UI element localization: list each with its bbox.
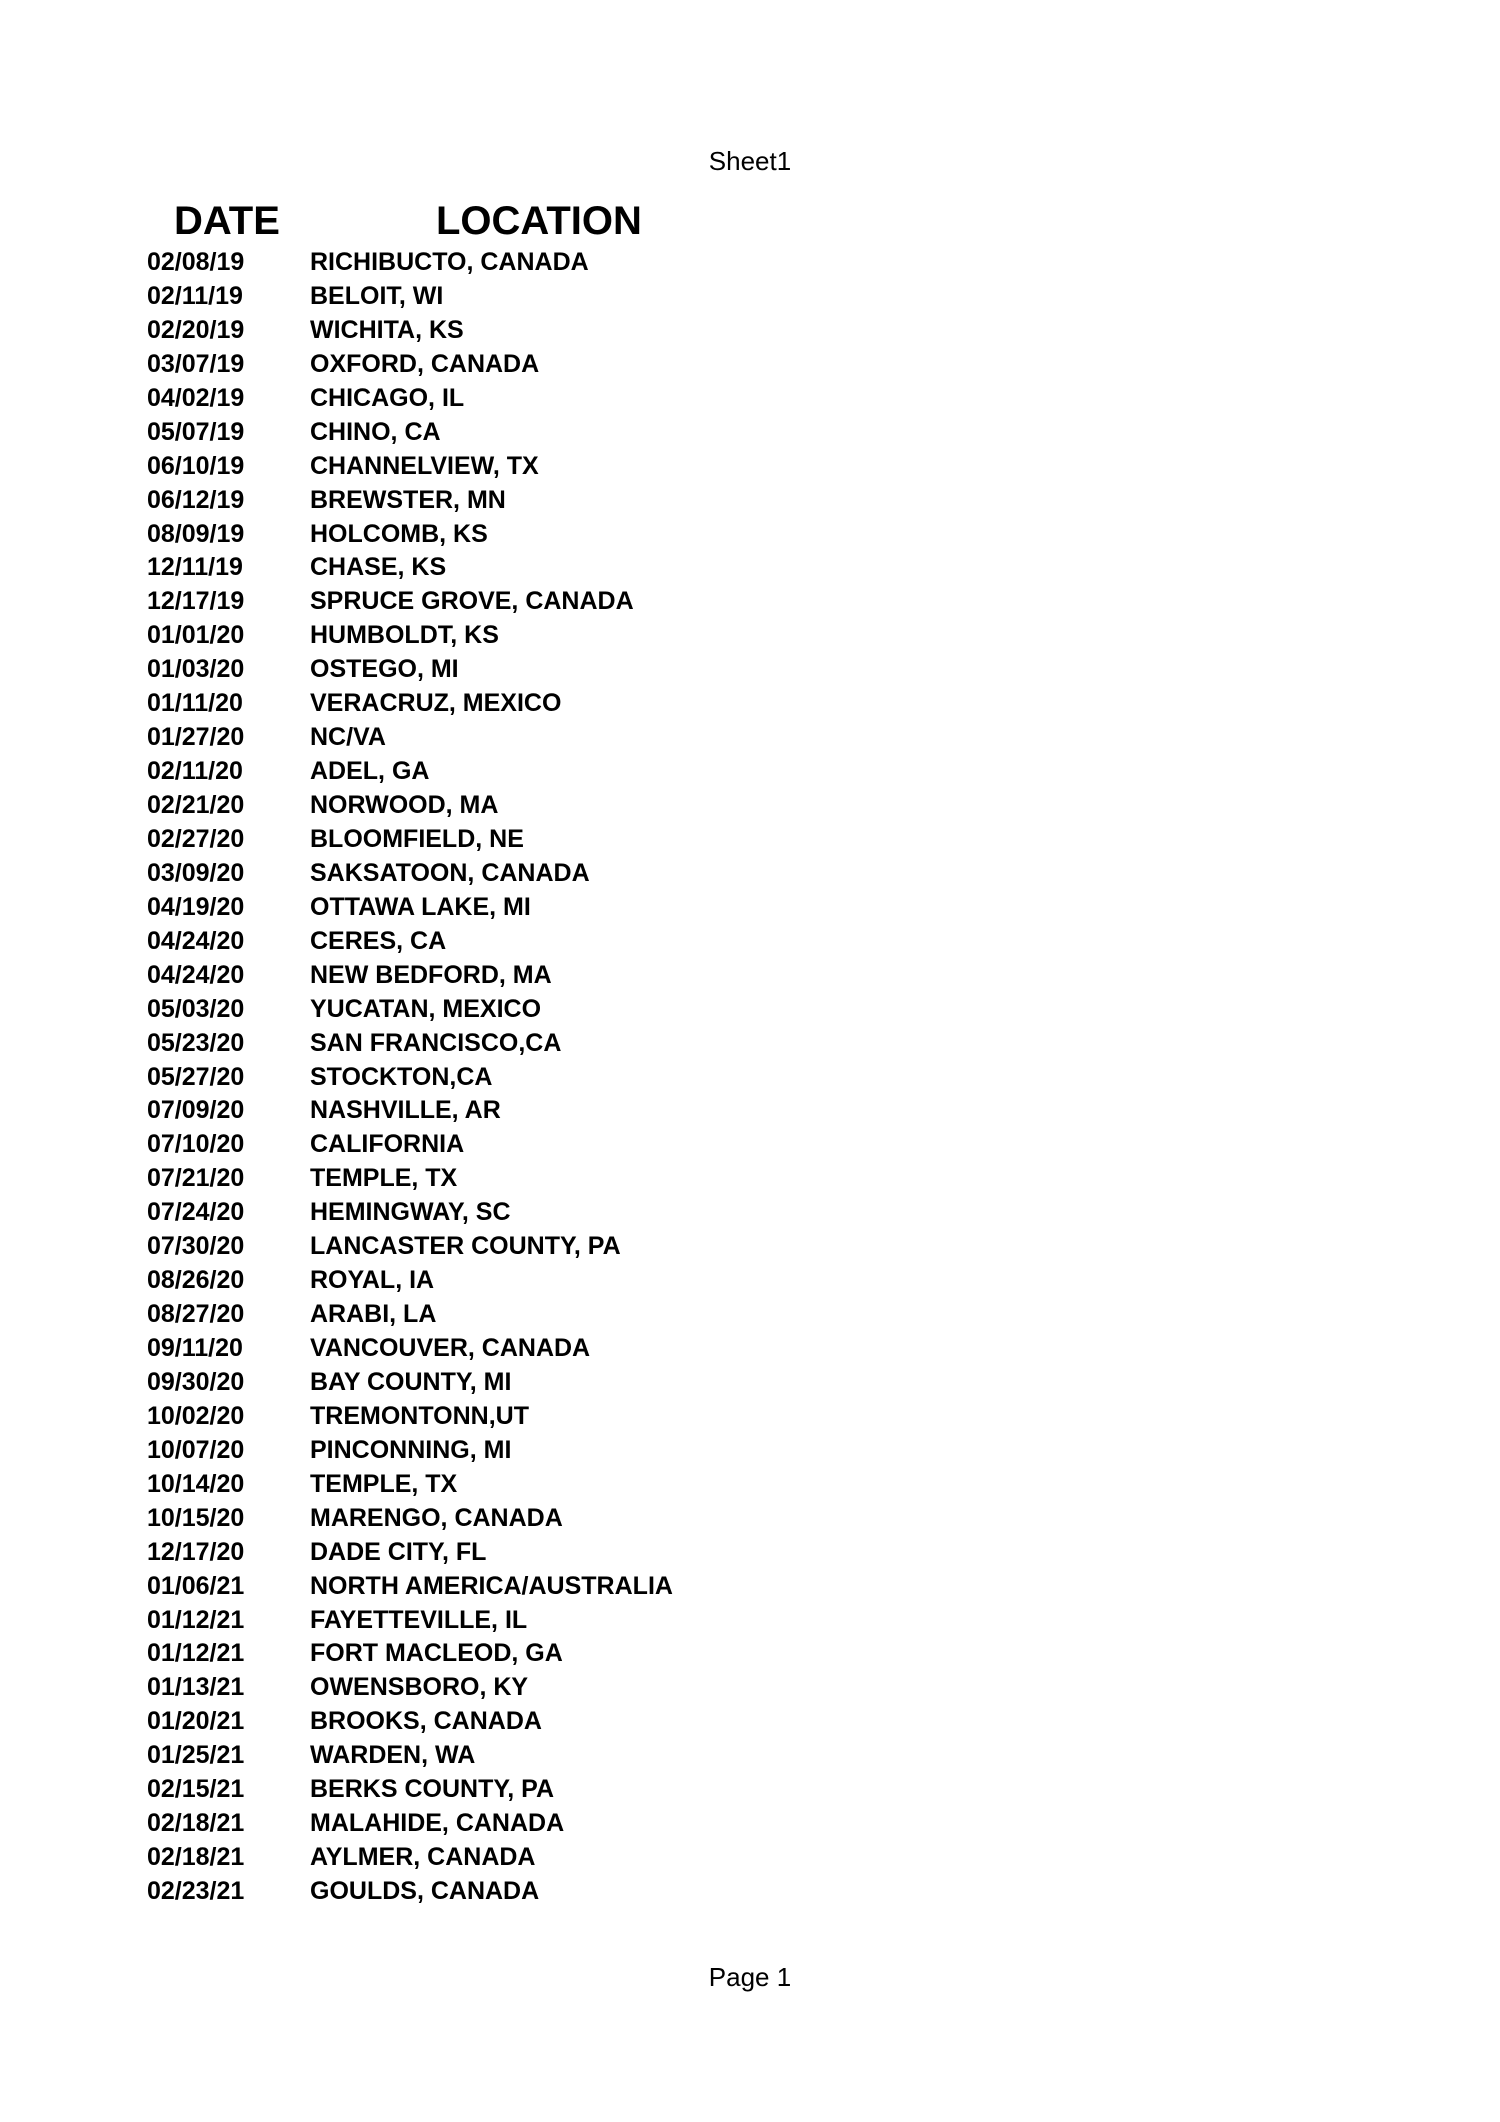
table-row — [0, 1128, 1500, 1162]
table-row — [0, 382, 1500, 416]
date-cell: 02/08/19 — [147, 248, 245, 276]
table-row — [0, 1332, 1500, 1366]
data-table-body — [0, 246, 1500, 1909]
location-cell: ARABI, LA — [310, 1300, 437, 1329]
date-cell: 01/27/20 — [147, 723, 245, 752]
location-cell: NORWOOD, MA — [310, 791, 499, 819]
table-row — [0, 1162, 1500, 1196]
location-cell: CHICAGO, IL — [310, 383, 465, 412]
location-cell: HEMINGWAY, SC — [310, 1198, 511, 1227]
table-row — [0, 1366, 1500, 1400]
date-cell: 10/07/20 — [147, 1435, 245, 1464]
date-cell: 02/21/20 — [147, 791, 245, 819]
date-cell: 01/06/21 — [147, 1571, 245, 1600]
table-row — [0, 1807, 1500, 1841]
location-cell: GOULDS, CANADA — [310, 1877, 540, 1905]
date-cell: 06/12/19 — [147, 485, 245, 514]
location-cell: WICHITA, KS — [310, 315, 464, 344]
location-cell: BERKS COUNTY, PA — [310, 1775, 555, 1804]
location-cell: FAYETTEVILLE, IL — [310, 1605, 528, 1634]
page-number: Page 1 — [708, 1962, 792, 1992]
date-cell: 05/23/20 — [147, 1028, 245, 1057]
date-cell: 01/25/21 — [147, 1741, 245, 1770]
location-cell: SPRUCE GROVE, CANADA — [310, 587, 634, 616]
date-cell: 01/01/20 — [147, 621, 245, 650]
date-cell: 07/24/20 — [147, 1198, 245, 1227]
table-row — [0, 450, 1500, 484]
location-cell: OWENSBORO, KY — [310, 1673, 529, 1702]
table-row — [0, 1061, 1500, 1095]
table-row — [0, 348, 1500, 382]
date-cell: 02/18/21 — [147, 1843, 245, 1872]
location-cell: RICHIBUCTO, CANADA — [310, 248, 589, 276]
table-row — [0, 1027, 1500, 1061]
date-cell: 04/24/20 — [147, 926, 245, 955]
location-cell: SAKSATOON, CANADA — [310, 858, 590, 887]
location-cell: CHINO, CA — [310, 417, 441, 446]
date-cell: 05/07/19 — [147, 417, 245, 446]
location-cell: TREMONTONN,UT — [310, 1401, 529, 1430]
table-row — [0, 1434, 1500, 1468]
table-row — [0, 755, 1500, 789]
table-row — [0, 416, 1500, 450]
date-cell: 07/10/20 — [147, 1130, 245, 1159]
location-cell: DADE CITY, FL — [310, 1537, 487, 1566]
location-cell: AYLMER, CANADA — [310, 1843, 536, 1872]
table-row — [0, 314, 1500, 348]
table-row — [0, 1298, 1500, 1332]
location-cell: OSTEGO, MI — [310, 655, 459, 684]
location-cell: CALIFORNIA — [310, 1130, 465, 1159]
date-cell: 02/20/19 — [147, 315, 245, 344]
date-cell: 01/12/21 — [147, 1639, 245, 1668]
date-cell: 02/27/20 — [147, 824, 245, 853]
date-cell: 04/02/19 — [147, 383, 245, 412]
date-cell: 01/12/21 — [147, 1605, 245, 1634]
location-cell: NASHVILLE, AR — [310, 1096, 501, 1125]
table-row — [0, 789, 1500, 823]
date-cell: 08/26/20 — [147, 1266, 245, 1295]
location-cell: SAN FRANCISCO,CA — [310, 1028, 562, 1057]
location-cell: OXFORD, CANADA — [310, 349, 540, 378]
location-cell: VERACRUZ, MEXICO — [310, 689, 562, 718]
table-row — [0, 823, 1500, 857]
location-cell: HUMBOLDT, KS — [310, 621, 499, 650]
table-row — [0, 1264, 1500, 1298]
table-row — [0, 959, 1500, 993]
location-cell: BAY COUNTY, MI — [310, 1367, 512, 1396]
table-row — [0, 585, 1500, 619]
date-cell: 03/09/20 — [147, 858, 245, 887]
location-cell: NORTH AMERICA/AUSTRALIA — [310, 1571, 673, 1600]
location-cell: ROYAL, IA — [310, 1266, 435, 1295]
table-row — [0, 1196, 1500, 1230]
table-row — [0, 518, 1500, 552]
date-cell: 01/13/21 — [147, 1673, 245, 1702]
location-cell: STOCKTON,CA — [310, 1062, 493, 1091]
date-cell: 05/27/20 — [147, 1062, 245, 1091]
table-row — [0, 1230, 1500, 1264]
location-column-header: LOCATION — [436, 199, 642, 243]
date-cell: 02/23/21 — [147, 1877, 245, 1905]
table-row — [0, 246, 1500, 280]
table-row — [0, 1637, 1500, 1671]
table-row — [0, 993, 1500, 1027]
location-cell: OTTAWA LAKE, MI — [310, 892, 531, 921]
location-cell: YUCATAN, MEXICO — [310, 994, 542, 1023]
location-cell: BREWSTER, MN — [310, 485, 506, 514]
location-cell: NEW BEDFORD, MA — [310, 960, 552, 989]
table-row — [0, 653, 1500, 687]
table-row — [0, 1739, 1500, 1773]
date-cell: 12/11/19 — [147, 553, 243, 582]
location-cell: MARENGO, CANADA — [310, 1503, 563, 1532]
date-cell: 10/02/20 — [147, 1401, 245, 1430]
location-cell: BROOKS, CANADA — [310, 1707, 542, 1736]
location-cell: NC/VA — [310, 723, 386, 752]
table-row — [0, 551, 1500, 585]
location-cell: PINCONNING, MI — [310, 1435, 512, 1464]
date-cell: 10/14/20 — [147, 1469, 245, 1498]
location-cell: WARDEN, WA — [310, 1741, 476, 1770]
table-row — [0, 925, 1500, 959]
date-cell: 01/20/21 — [147, 1707, 245, 1736]
date-cell: 10/15/20 — [147, 1503, 245, 1532]
date-cell: 02/18/21 — [147, 1809, 245, 1838]
date-cell: 02/11/20 — [147, 757, 243, 786]
date-cell: 05/03/20 — [147, 994, 245, 1023]
table-row — [0, 1841, 1500, 1875]
location-cell: BLOOMFIELD, NE — [310, 824, 524, 853]
location-cell: CHANNELVIEW, TX — [310, 451, 539, 480]
table-row — [0, 1536, 1500, 1570]
date-cell: 07/09/20 — [147, 1096, 245, 1125]
date-cell: 01/11/20 — [147, 689, 243, 718]
sheet-title: Sheet1 — [708, 146, 792, 176]
table-row — [0, 1875, 1500, 1909]
date-cell: 09/30/20 — [147, 1367, 245, 1396]
table-row — [0, 857, 1500, 891]
date-cell: 04/19/20 — [147, 892, 245, 921]
location-cell: CHASE, KS — [310, 553, 447, 582]
location-cell: ADEL, GA — [310, 757, 430, 786]
date-cell: 07/21/20 — [147, 1164, 245, 1193]
location-cell: FORT MACLEOD, GA — [310, 1639, 563, 1668]
location-cell: VANCOUVER, CANADA — [310, 1334, 591, 1362]
table-row — [0, 1671, 1500, 1705]
date-cell: 04/24/20 — [147, 960, 245, 989]
table-row — [0, 280, 1500, 314]
location-cell: TEMPLE, TX — [310, 1164, 458, 1193]
table-row — [0, 1705, 1500, 1739]
table-row — [0, 1502, 1500, 1536]
table-row — [0, 1400, 1500, 1434]
location-cell: LANCASTER COUNTY, PA — [310, 1232, 621, 1261]
date-column-header: DATE — [174, 199, 280, 243]
date-cell: 12/17/20 — [147, 1537, 245, 1566]
table-row — [0, 484, 1500, 518]
location-cell: HOLCOMB, KS — [310, 519, 488, 548]
date-cell: 06/10/19 — [147, 451, 245, 480]
location-cell: BELOIT, WI — [310, 281, 444, 310]
location-cell: TEMPLE, TX — [310, 1469, 458, 1498]
date-cell: 03/07/19 — [147, 349, 245, 378]
table-row — [0, 1468, 1500, 1502]
table-row — [0, 1773, 1500, 1807]
table-row — [0, 721, 1500, 755]
table-row — [0, 1094, 1500, 1128]
date-cell: 02/15/21 — [147, 1775, 245, 1804]
location-cell: CERES, CA — [310, 926, 447, 955]
date-cell: 09/11/20 — [147, 1334, 243, 1362]
table-row — [0, 1570, 1500, 1604]
table-row — [0, 687, 1500, 721]
date-cell: 01/03/20 — [147, 655, 245, 684]
table-row — [0, 619, 1500, 653]
table-row — [0, 1604, 1500, 1638]
date-cell: 08/27/20 — [147, 1300, 245, 1329]
date-cell: 02/11/19 — [147, 281, 243, 310]
date-cell: 08/09/19 — [147, 519, 245, 548]
date-cell: 12/17/19 — [147, 587, 245, 616]
date-cell: 07/30/20 — [147, 1232, 245, 1261]
table-row — [0, 891, 1500, 925]
location-cell: MALAHIDE, CANADA — [310, 1809, 565, 1838]
